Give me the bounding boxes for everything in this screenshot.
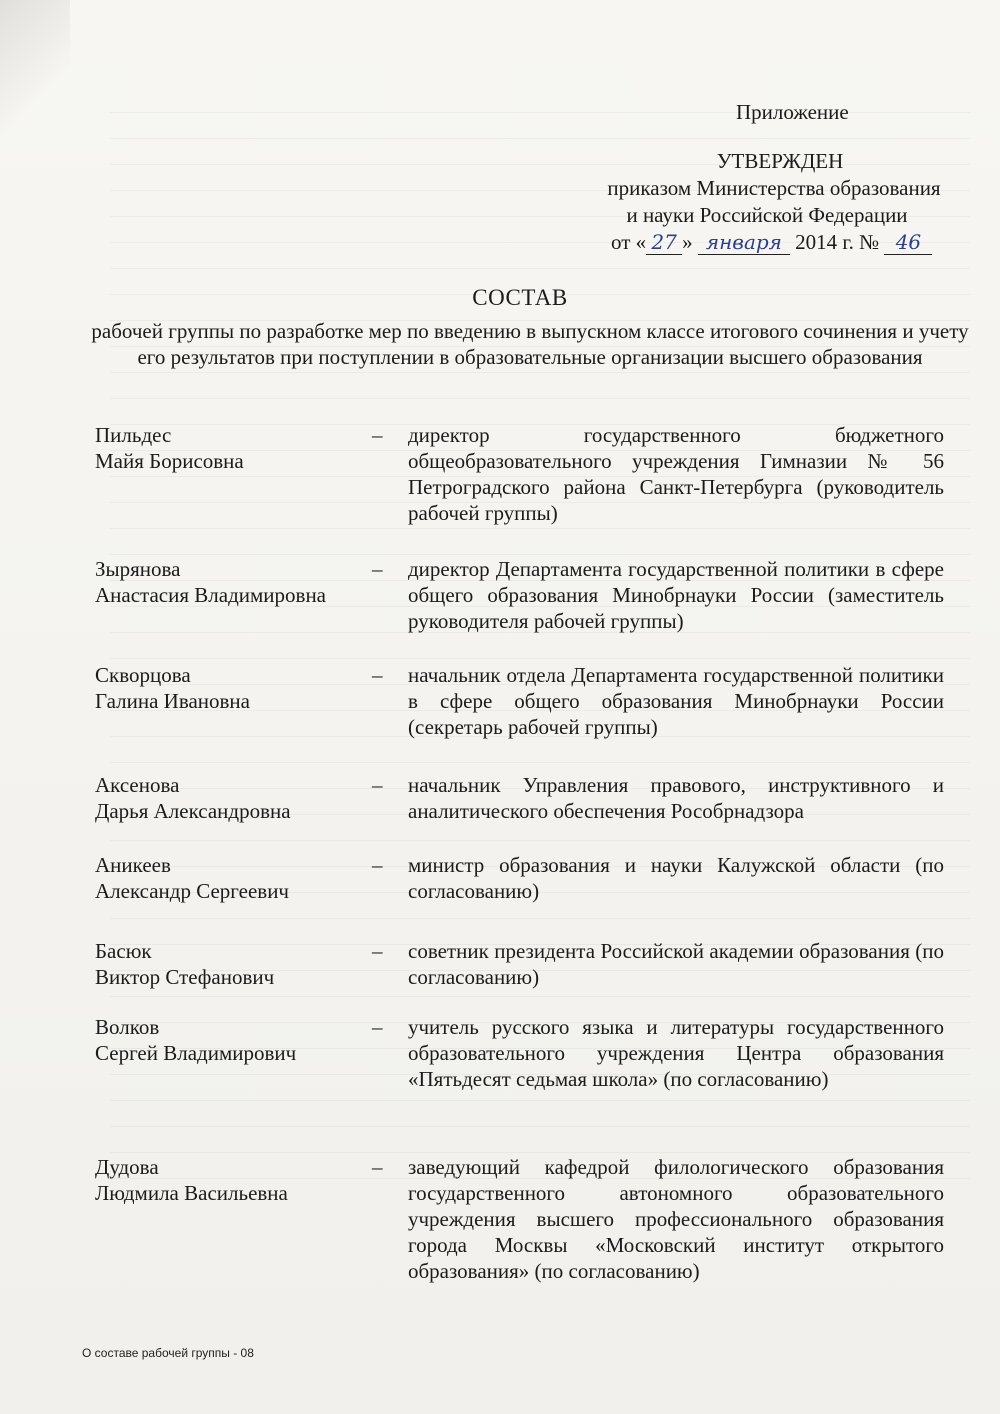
member-dash: – [372, 773, 383, 797]
member-surname: Волков [95, 1015, 160, 1039]
member-name [95, 1154, 375, 1206]
member-role: министр образования и науки Калужской области (по согласованию) [408, 853, 944, 903]
member-dash: – [372, 663, 383, 687]
member-given-name: Людмила Васильевна [95, 1181, 288, 1205]
member-surname: Пильдес [95, 423, 172, 447]
member-dash: – [372, 1155, 383, 1179]
member-given-name: Сергей Владимирович [95, 1041, 297, 1065]
member-given-name: Виктор Стефанович [95, 965, 275, 989]
footer-note: О составе рабочей группы - 08 [82, 1346, 254, 1360]
member-surname: Аксенова [95, 773, 180, 797]
date-prefix: от « [611, 230, 647, 254]
approval-block [560, 148, 960, 229]
order-date-line [611, 230, 932, 255]
member-surname: Скворцова [95, 663, 191, 687]
member-dash: – [372, 1015, 383, 1039]
date-mid: » [682, 230, 693, 254]
member-role: начальник отдела Департамента государственной политики в сфере общего образования Минобрнауки России (секретарь рабочей группы) [408, 663, 944, 739]
approved-heading: УТВЕРЖДЕН [716, 149, 844, 173]
member-role: советник президента Российской академии образования (по согласованию) [408, 939, 944, 989]
member-name [95, 852, 375, 904]
member-surname: Басюк [95, 939, 152, 963]
member-name [95, 938, 375, 990]
order-line-2: и науки Российской Федерации [626, 203, 908, 227]
member-role: директор Департамента государственной политики в сфере общего образования Минобрнауки России (заместитель руководителя рабочей группы) [408, 557, 944, 633]
page-fold-shadow [0, 0, 70, 160]
appendix-label: Приложение [736, 100, 849, 124]
member-role: учитель русского языка и литературы государственного образовательного учреждения Центра образования «Пятьдесят седьмая школа» (по согласованию) [408, 1015, 944, 1091]
member-dash: – [372, 939, 383, 963]
member-given-name: Дарья Александровна [95, 799, 291, 823]
member-name [95, 662, 375, 714]
order-line-1: приказом Министерства образования [607, 176, 941, 200]
member-surname: Аникеев [95, 853, 171, 877]
member-role: заведующий кафедрой филологического образования государственного автономного образовательного учреждения высшего профессионального образования города Москвы «Московский институт открытого образования» (по согласованию) [408, 1155, 944, 1283]
member-dash: – [372, 853, 383, 877]
member-surname: Дудова [95, 1155, 159, 1179]
member-given-name: Александр Сергеевич [95, 879, 289, 903]
member-given-name: Анастасия Владимировна [95, 583, 326, 607]
handwritten-month: января [698, 230, 790, 255]
member-name [95, 772, 375, 824]
member-given-name: Майя Борисовна [95, 449, 244, 473]
document-subtitle: рабочей группы по разработке мер по введению в выпускном классе итогового сочинения и учету его результатов при поступлении в образовательные организации высшего образования [91, 319, 969, 369]
member-dash: – [372, 557, 383, 581]
handwritten-order-number: 46 [884, 230, 932, 255]
document-title: СОСТАВ [472, 285, 568, 310]
member-name [95, 556, 375, 608]
handwritten-day: 27 [646, 230, 682, 255]
member-name [95, 1014, 375, 1066]
member-given-name: Галина Ивановна [95, 689, 250, 713]
member-name [95, 422, 375, 474]
member-dash: – [372, 423, 383, 447]
member-role: начальник Управления правового, инструктивного и аналитического обеспечения Рособрнадзора [408, 773, 944, 823]
member-surname: Зырянова [95, 557, 181, 581]
date-suffix: 2014 г. № [795, 230, 880, 254]
member-role: директор государственного бюджетного общеобразовательного учреждения Гимназии № 56 Петроградского района Санкт-Петербурга (руководитель рабочей группы) [408, 423, 944, 525]
